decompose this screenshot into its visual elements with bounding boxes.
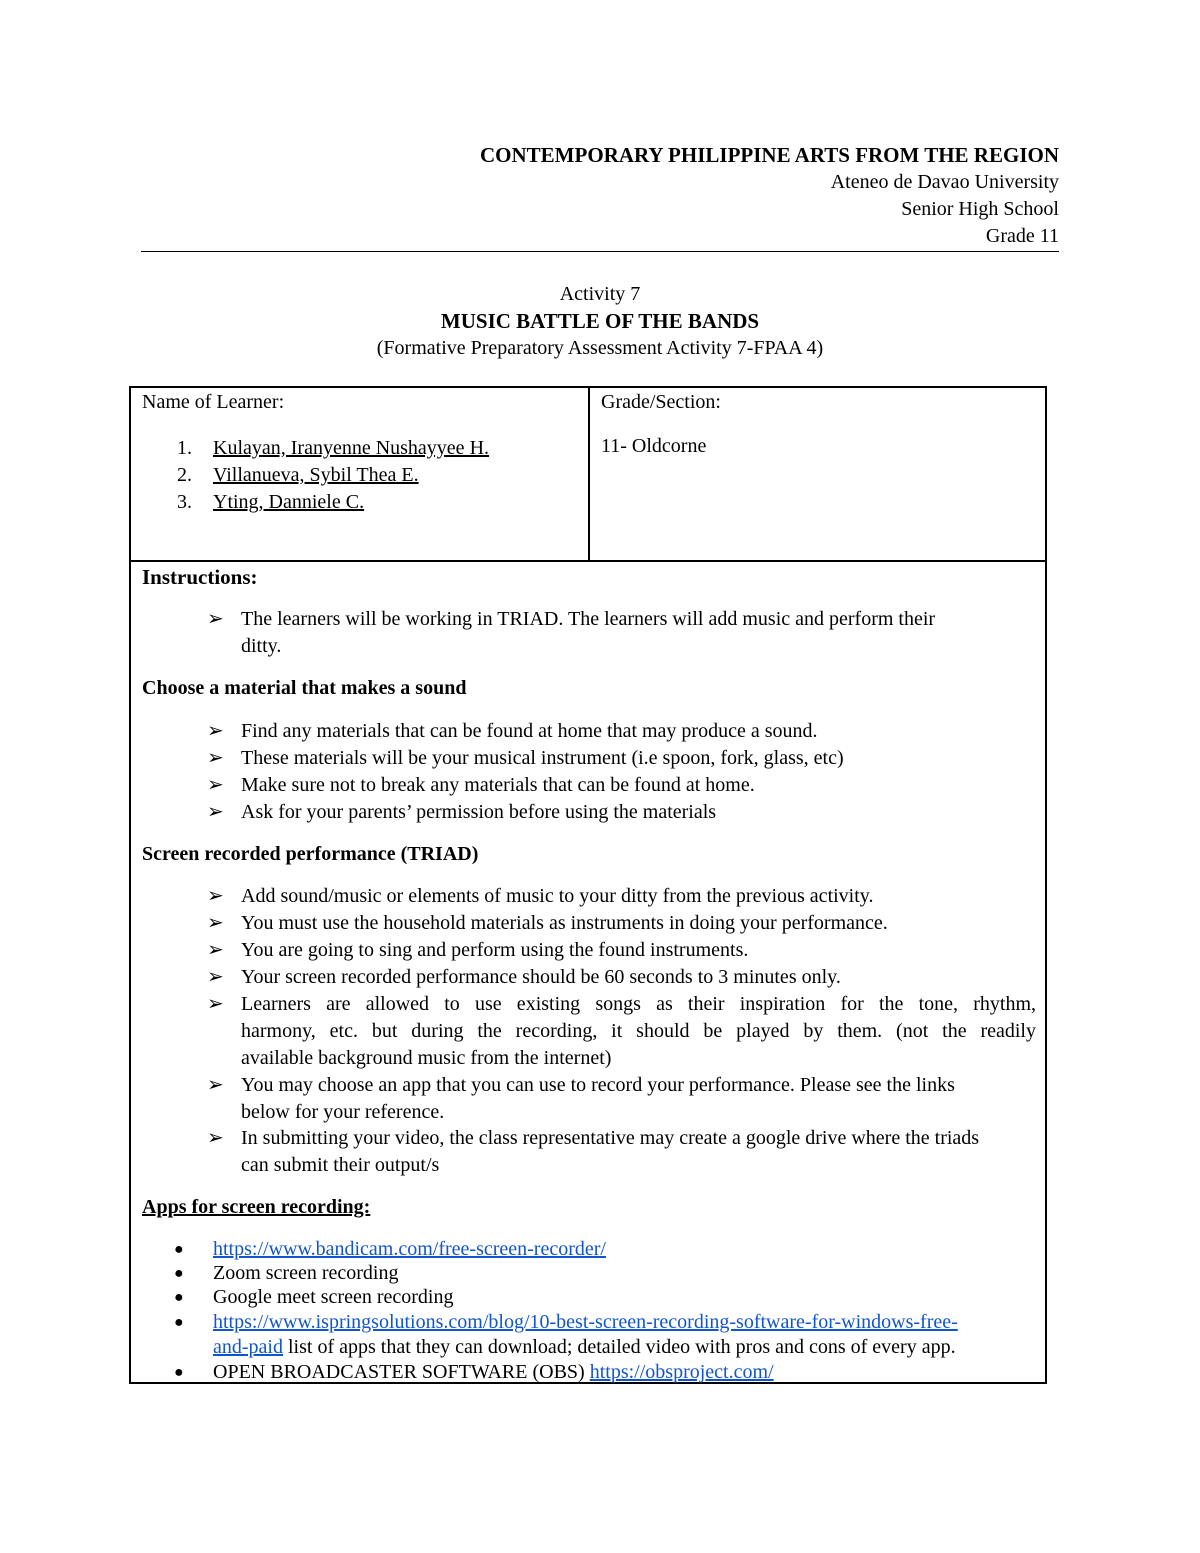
- list-item: can submit their output/s: [241, 1154, 440, 1176]
- arrow-bullet-icon: ➢: [207, 747, 224, 769]
- list-number: 3.: [177, 491, 192, 513]
- arrow-bullet-icon: ➢: [207, 912, 224, 934]
- list-item: harmony, etc. but during the recording, it should be played by them. (not the readily: [241, 1020, 1036, 1042]
- grade-section-label: Grade/Section:: [601, 391, 721, 413]
- learner-name: Yting, Danniele C.: [213, 491, 365, 513]
- arrow-bullet-icon: ➢: [207, 1074, 224, 1096]
- list-item: These materials will be your musical instrument (i.e spoon, fork, glass, etc): [241, 747, 844, 769]
- activity-number: Activity 7: [559, 283, 641, 305]
- bandicam-link[interactable]: https://www.bandicam.com/free-screen-recorder/: [213, 1238, 606, 1260]
- list-item: Zoom screen recording: [213, 1262, 399, 1284]
- instructions-heading: Instructions:: [142, 565, 258, 589]
- list-item: [213, 1360, 774, 1385]
- arrow-bullet-icon: ➢: [207, 939, 224, 961]
- arrow-bullet-icon: ➢: [207, 774, 224, 796]
- list-item: Make sure not to break any materials that can be found at home.: [241, 774, 755, 796]
- list-item: Google meet screen recording: [213, 1286, 454, 1308]
- list-item: [213, 1335, 956, 1360]
- dot-bullet-icon: ●: [174, 1265, 184, 1282]
- list-item: Your screen recorded performance should be 60 seconds to 3 minutes only.: [241, 966, 841, 988]
- list-item: Find any materials that can be found at home that may produce a sound.: [241, 720, 818, 742]
- learner-names-cell: [131, 388, 590, 562]
- list-item: You may choose an app that you can use to record your performance. Please see the links: [241, 1074, 955, 1096]
- arrow-bullet-icon: ➢: [207, 885, 224, 907]
- school-name: Ateneo de Davao University: [830, 171, 1059, 193]
- list-item: Add sound/music or elements of music to your ditty from the previous activity.: [241, 885, 874, 907]
- arrow-bullet-icon: ➢: [207, 1127, 224, 1149]
- ispring-link[interactable]: https://www.ispringsolutions.com/blog/10-best-screen-recording-software-for-windows-free-: [213, 1311, 958, 1333]
- arrow-bullet-icon: ➢: [207, 801, 224, 823]
- list-item: available background music from the internet): [241, 1047, 612, 1069]
- activity-heading: [141, 281, 1059, 362]
- dot-bullet-icon: ●: [174, 1364, 184, 1381]
- obs-link[interactable]: https://obsproject.com/: [589, 1361, 774, 1383]
- instruction-text: ditty.: [241, 635, 282, 657]
- dot-bullet-icon: ●: [174, 1289, 184, 1306]
- instruction-text: The learners will be working in TRIAD. The learners will add music and perform their: [241, 608, 936, 630]
- document-header: [141, 142, 1059, 250]
- apps-heading: Apps for screen recording:: [142, 1196, 371, 1218]
- school-level: Senior High School: [901, 198, 1059, 220]
- section-heading: Screen recorded performance (TRIAD): [142, 843, 479, 865]
- arrow-bullet-icon: ➢: [207, 720, 224, 742]
- arrow-bullet-icon: ➢: [207, 608, 224, 630]
- list-item: Learners are allowed to use existing songs as their inspiration for the tone, rhythm,: [241, 993, 1036, 1015]
- grade-level: Grade 11: [985, 225, 1059, 247]
- grade-section-value: 11- Oldcorne: [601, 435, 707, 457]
- arrow-bullet-icon: ➢: [207, 966, 224, 988]
- activity-subtitle: (Formative Preparatory Assessment Activity 7-FPAA 4): [376, 337, 824, 359]
- learner-name: Villanueva, Sybil Thea E.: [213, 464, 419, 486]
- dot-bullet-icon: ●: [174, 1241, 184, 1258]
- instructions-cell: [131, 562, 1045, 1382]
- section-heading: Choose a material that makes a sound: [142, 677, 467, 699]
- header-divider: [141, 251, 1059, 252]
- list-item: You must use the household materials as instruments in doing your performance.: [241, 912, 888, 934]
- list-item-text: list of apps that they can download; detailed video with pros and cons of every app.: [282, 1336, 956, 1358]
- arrow-bullet-icon: ➢: [207, 993, 224, 1015]
- ispring-link-continued[interactable]: and-paid: [213, 1336, 283, 1358]
- list-item: Ask for your parents’ permission before using the materials: [241, 801, 717, 823]
- dot-bullet-icon: ●: [174, 1314, 184, 1331]
- list-item: below for your reference.: [241, 1101, 445, 1123]
- learner-name: Kulayan, Iranyenne Nushayyee H.: [213, 437, 490, 459]
- activity-table: [129, 386, 1047, 1384]
- list-item: In submitting your video, the class representative may create a google drive where the triads: [241, 1127, 980, 1149]
- list-item-text: OPEN BROADCASTER SOFTWARE (OBS): [213, 1361, 590, 1383]
- list-number: 2.: [177, 464, 192, 486]
- name-label: Name of Learner:: [142, 391, 285, 413]
- list-item: You are going to sing and perform using the found instruments.: [241, 939, 749, 961]
- activity-title: MUSIC BATTLE OF THE BANDS: [440, 309, 760, 333]
- grade-section-cell: [590, 388, 1045, 562]
- course-title: CONTEMPORARY PHILIPPINE ARTS FROM THE REGION: [480, 143, 1059, 167]
- list-number: 1.: [177, 437, 192, 459]
